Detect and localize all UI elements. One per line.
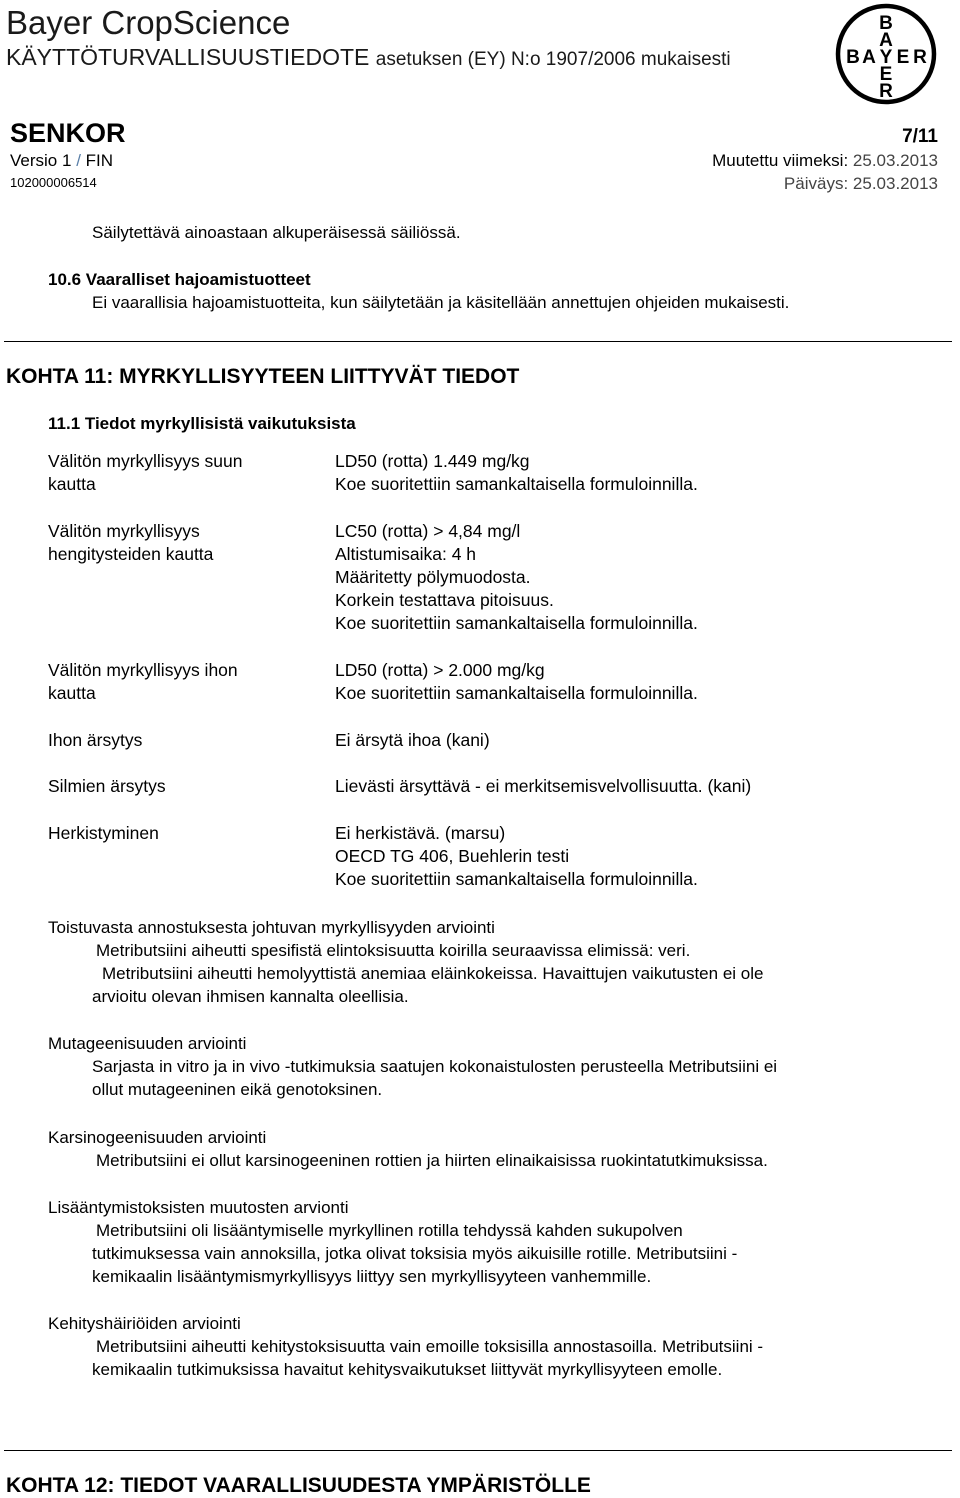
bayer-cross-logo: [834, 2, 938, 106]
developmental-heading: Kehityshäiriöiden arviointi: [48, 1314, 241, 1333]
section-11-title: KOHTA 11: MYRKYLLISYYTEEN LIITTYVÄT TIEDOT: [6, 365, 520, 388]
tox-row-value: [335, 822, 945, 891]
block-line: Metributsiini ei ollut karsinogeeninen rottien ja hiirten elinaikaisissa ruokintatutkimuksissa.: [96, 1151, 768, 1170]
block-line: Metributsiini oli lisääntymiselle myrkyllinen rotilla tehdyssä kahden sukupolven: [96, 1221, 683, 1240]
version-info: [10, 151, 113, 171]
label-line: Välitön myrkyllisyys: [48, 521, 200, 541]
value-line: Koe suoritettiin samankaltaisella formuloinnilla.: [335, 613, 698, 633]
value-line: Ei ärsytä ihoa (kani): [335, 730, 490, 750]
tox-row-label: [48, 659, 298, 705]
block-line: Metributsiini aiheutti kehitystoksisuutta vain emoille toksisilla annostasoilla. Metributsiini -: [96, 1337, 764, 1356]
label-line: Ihon ärsytys: [48, 730, 143, 750]
value-line: Määritetty pölymuodosta.: [335, 567, 531, 587]
svg-text:R: R: [879, 81, 893, 102]
label-line: Välitön myrkyllisyys ihon: [48, 660, 238, 680]
svg-text:A: A: [862, 47, 876, 68]
storage-note: Säilytettävä ainoastaan alkuperäisessä säiliössä.: [92, 223, 461, 242]
value-line: LC50 (rotta) > 4,84 mg/l: [335, 521, 521, 541]
value-line: Lievästi ärsyttävä - ei merkitsemisvelvollisuutta. (kani): [335, 776, 752, 796]
block-line: Metributsiini aiheutti hemolyyttistä anemiaa eläinkokeissa. Havaittujen vaikutusten ei ole: [102, 964, 764, 983]
section-10-6-heading: 10.6 Vaaralliset hajoamistuotteet: [48, 270, 311, 289]
block-line: arvioitu olevan ihmisen kannalta oleellisia.: [92, 987, 409, 1006]
tox-row-value: [335, 775, 945, 798]
tox-row-label: [48, 729, 298, 752]
label-line: kautta: [48, 683, 96, 703]
label-line: hengitysteiden kautta: [48, 544, 214, 564]
tox-row-value: [335, 520, 945, 635]
block-line: tutkimuksessa vain annoksilla, jotka olivat toksisia myös aikuisille rotille. Metributsiini -: [92, 1244, 738, 1263]
product-name: SENKOR: [10, 118, 126, 148]
tox-row-value: [335, 450, 945, 496]
revised-info: [712, 151, 938, 171]
value-line: LD50 (rotta) 1.449 mg/kg: [335, 451, 530, 471]
tox-row-value: [335, 659, 945, 705]
label-line: kautta: [48, 474, 96, 494]
value-line: Koe suoritettiin samankaltaisella formuloinnilla.: [335, 869, 698, 889]
carcinogenicity-heading: Karsinogeenisuuden arviointi: [48, 1128, 267, 1147]
sds-title: KÄYTTÖTURVALLISUUSTIEDOTE: [6, 44, 370, 70]
svg-text:Y: Y: [879, 47, 893, 68]
version-language: FIN: [85, 151, 114, 170]
block-line: Metributsiini aiheutti spesifistä elintoksisuutta koirilla seuraavissa elimissä: veri.: [96, 941, 691, 960]
section-divider: [4, 1450, 952, 1451]
label-line: Silmien ärsytys: [48, 776, 166, 796]
block-line: ollut mutageeninen eikä genotoksinen.: [92, 1080, 383, 1099]
value-line: Koe suoritettiin samankaltaisella formuloinnilla.: [335, 683, 698, 703]
section-12-title: KOHTA 12: TIEDOT VAARALLISUUDESTA YMPÄRISTÖLLE: [6, 1474, 591, 1497]
printed-label: Päiväys:: [783, 174, 849, 193]
version-label: Versio: [10, 151, 58, 170]
value-line: Koe suoritettiin samankaltaisella formuloinnilla.: [335, 474, 698, 494]
mutagenicity-heading: Mutageenisuuden arviointi: [48, 1034, 247, 1053]
repeated-dose-heading: Toistuvasta annostuksesta johtuvan myrkyllisyyden arviointi: [48, 918, 495, 937]
value-line: OECD TG 406, Buehlerin testi: [335, 846, 570, 866]
tox-row-label: [48, 450, 298, 496]
reproductive-heading: Lisääntymistoksisten muutosten arvionti: [48, 1198, 349, 1217]
tox-row-value: [335, 729, 945, 752]
block-line: kemikaalin lisääntymismyrkyllisyys liittyy sen myrkyllisyyteen vanhemmille.: [92, 1267, 652, 1286]
label-line: Herkistyminen: [48, 823, 159, 843]
block-line: Sarjasta in vitro ja in vivo -tutkimuksia saatujen kokonaistulosten perusteella Metributsiini ei: [92, 1057, 778, 1076]
page-number: 7/11: [902, 126, 938, 147]
revised-label: Muutettu viimeksi:: [712, 151, 849, 170]
section-11-1-heading: 11.1 Tiedot myrkyllisistä vaikutuksista: [48, 414, 356, 433]
svg-text:B: B: [846, 47, 860, 68]
value-line: Korkein testattava pitoisuus.: [335, 590, 554, 610]
value-line: Altistumisaika: 4 h: [335, 544, 477, 564]
value-line: Ei herkistävä. (marsu): [335, 823, 506, 843]
svg-text:E: E: [879, 64, 893, 85]
section-10-6-text: Ei vaarallisia hajoamistuotteita, kun säilytetään ja käsitellään annettujen ohjeiden mukaisesti.: [92, 293, 790, 312]
block-line: kemikaalin tutkimuksissa havaitut kehitysvaikutukset liittyvät myrkyllisyyteen emolle.: [92, 1360, 723, 1379]
svg-text:B: B: [879, 13, 893, 34]
revised-date: 25.03.2013: [852, 151, 938, 170]
document-number: 102000006514: [10, 175, 97, 190]
regulation-text: asetuksen (EY) N:o 1907/2006 mukaisesti: [375, 49, 731, 70]
label-line: Välitön myrkyllisyys suun: [48, 451, 243, 471]
version-separator: /: [76, 151, 81, 170]
company-name: Bayer CropScience: [6, 4, 291, 41]
tox-row-label: [48, 775, 298, 798]
svg-text:R: R: [913, 47, 927, 68]
svg-text:E: E: [896, 47, 910, 68]
section-divider: [4, 341, 952, 342]
printed-info: [784, 174, 938, 194]
version-number: 1: [61, 151, 72, 170]
document-title: [6, 44, 731, 71]
tox-row-label: [48, 822, 298, 845]
printed-date: 25.03.2013: [852, 174, 938, 193]
tox-row-label: [48, 520, 298, 566]
value-line: LD50 (rotta) > 2.000 mg/kg: [335, 660, 545, 680]
svg-text:A: A: [879, 30, 893, 51]
